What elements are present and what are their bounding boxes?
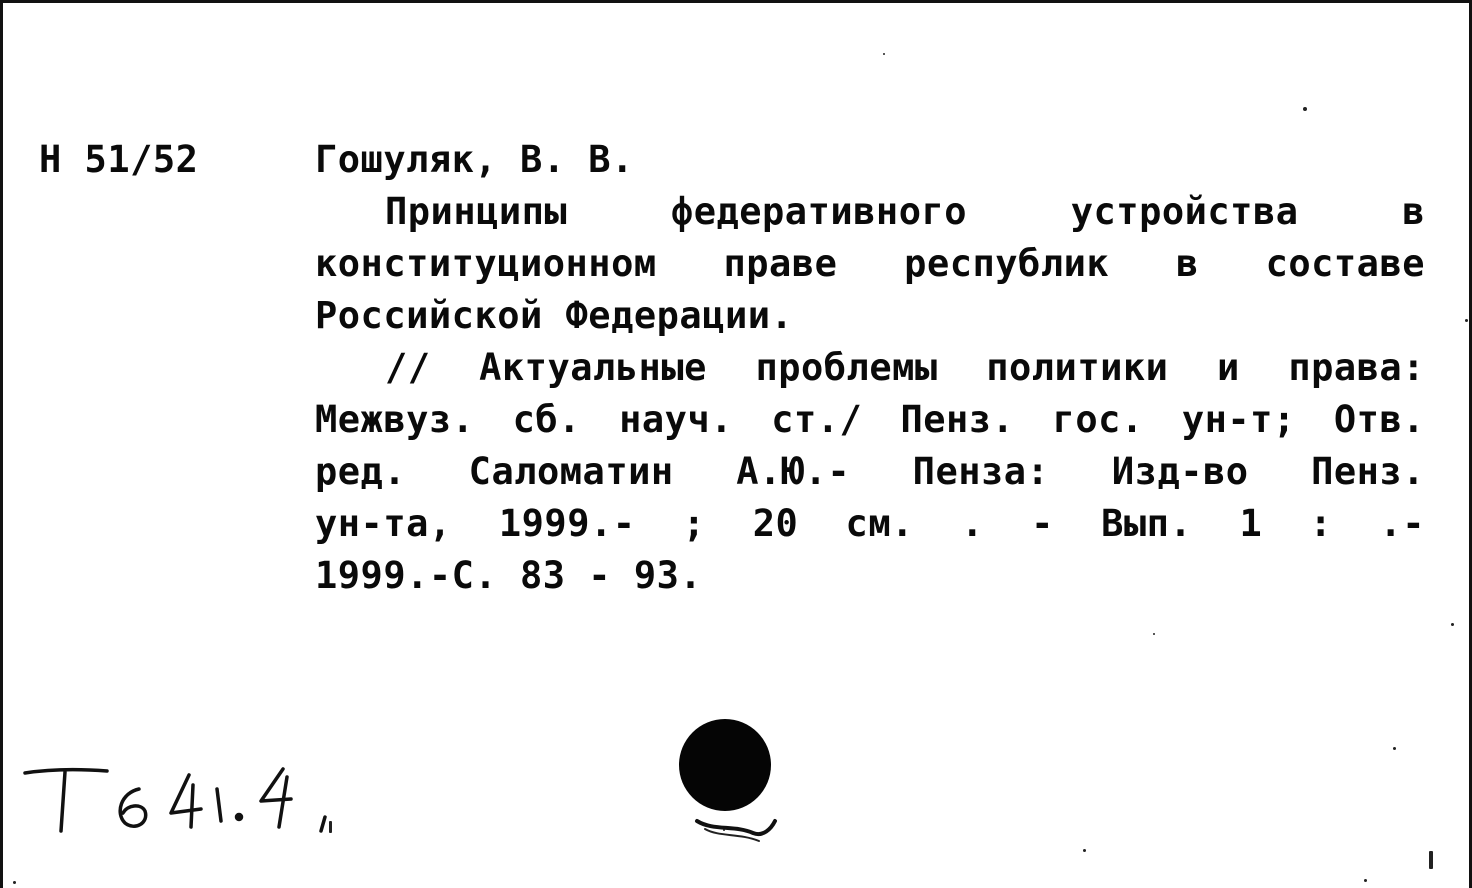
handwritten-shelf-mark <box>21 755 351 845</box>
scan-speck <box>1303 107 1307 111</box>
scan-speck <box>1429 851 1433 869</box>
source-line-1: // Актуальные проблемы политики и права: <box>385 346 1425 389</box>
scan-speck <box>1083 849 1086 852</box>
author-line: Гошуляк, В. В. <box>315 138 634 181</box>
scan-speck <box>1364 879 1367 882</box>
bibliographic-entry <box>315 134 1425 602</box>
title-line-1: Принципы федеративного устройства в <box>385 190 1425 233</box>
source-line-3: ред. Саломатин А.Ю.- Пенза: Изд-во Пенз. <box>315 450 1425 493</box>
scan-speck <box>883 53 885 55</box>
source-line-5: 1999.-С. 83 - 93. <box>315 554 703 597</box>
title-line-3: Российской Федерации. <box>315 294 794 337</box>
punch-hole <box>679 703 789 853</box>
scan-speck <box>13 881 16 884</box>
scan-speck <box>1393 747 1396 750</box>
scan-speck <box>1465 319 1468 322</box>
scan-speck <box>723 829 725 831</box>
call-number: Н 51/52 <box>39 138 199 181</box>
scan-speck <box>1153 633 1155 635</box>
scan-speck <box>1451 623 1454 626</box>
scan-speck <box>329 821 332 833</box>
title-line-2: конституционном праве республик в составе <box>315 242 1425 285</box>
source-line-4: ун-та, 1999.- ; 20 см. . - Вып. 1 : .- <box>315 502 1425 545</box>
source-line-2: Межвуз. сб. науч. ст./ Пенз. гос. ун-т; Отв. <box>315 398 1425 441</box>
